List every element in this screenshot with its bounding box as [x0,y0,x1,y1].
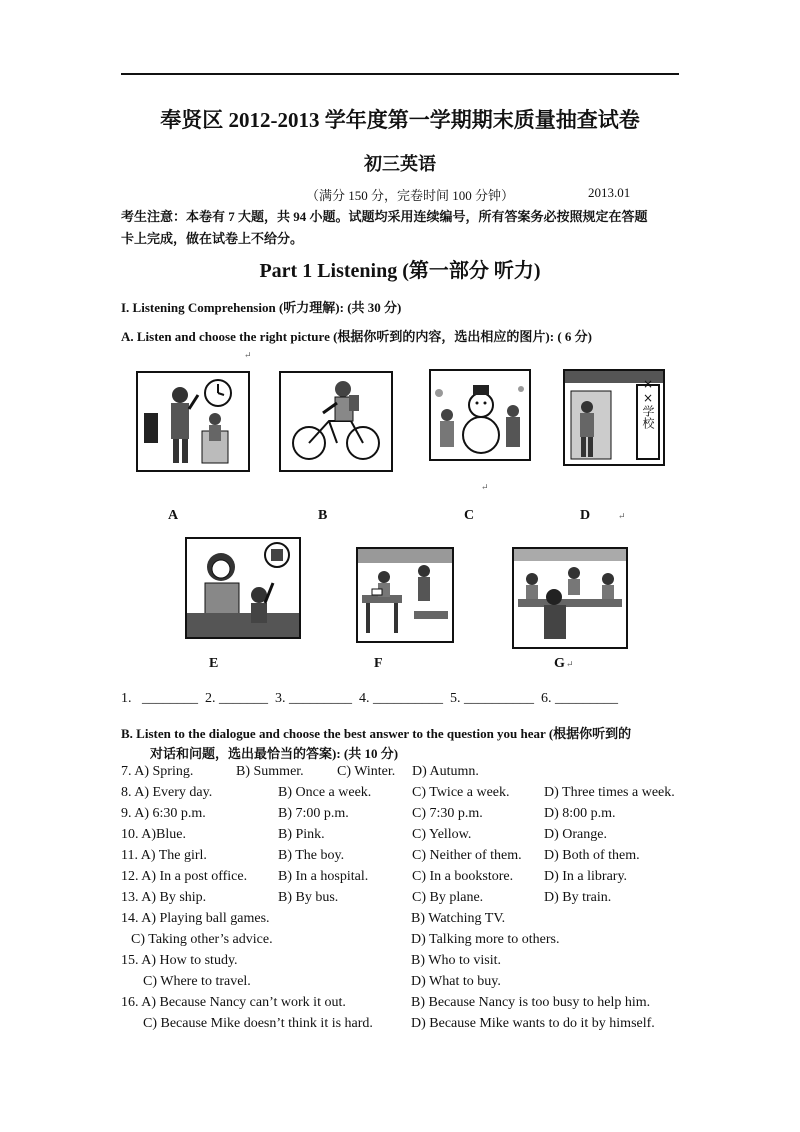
notice-line-2: 卡上完成，做在试卷上不给分。 [121,231,304,246]
q13-option-c: C) By plane. [412,890,484,905]
q13-option-d: D) By train. [544,890,612,905]
q15-option-b: B) Who to visit. [411,953,501,968]
q16-option-c: C) Because Mike doesn’t think it is hard. [143,1016,373,1031]
q10-option-c: C) Yellow. [412,827,472,842]
q9-option-a: 9. A) 6:30 p.m. [121,806,206,821]
q13-option-b: B) By bus. [278,890,339,905]
picture-d [563,369,665,466]
q13-option-a: 13. A) By ship. [121,890,207,905]
q7-option-a: 7. A) Spring. [121,764,194,779]
q15-option-d: D) What to buy. [411,974,501,989]
picture-c [429,369,531,461]
q15-option-c: C) Where to travel. [143,974,251,989]
q8-option-b: B) Once a week. [278,785,372,800]
q9-option-b: B) 7:00 p.m. [278,806,349,821]
picture-label-e: E [209,656,219,671]
q8-option-d: D) Three times a week. [544,785,675,800]
q14-option-b: B) Watching TV. [411,911,506,926]
picture-a [136,371,250,472]
notice-line-1: 考生注意：本卷有 7 大题，共 94 小题。试题均采用连续编号，所有答案务必按照规定在答题 [121,209,648,224]
q12-option-a: 12. A) In a post office. [121,869,248,884]
picture-label-f: F [374,656,383,671]
q14-option-d: D) Talking more to others. [411,932,560,947]
exam-subtitle: 初三英语 [364,154,436,174]
picture-label-g: G [554,656,565,671]
q12-option-c: C) In a bookstore. [412,869,514,884]
picture-label-a: A [168,508,179,523]
return-mark: ↵ [566,659,574,669]
q12-option-b: B) In a hospital. [278,869,369,884]
section-a-heading: A. Listen and choose the right picture (根据你听到的内容，选出相应的图片): ( 6 分) [121,329,592,344]
q10-option-a: 10. A)Blue. [121,827,186,842]
picture-f [356,547,454,643]
teacher-students-illustration [514,549,626,647]
picture-label-c: C [464,508,475,523]
exam-meta: （满分 150 分，完卷时间 100 分钟） [306,188,515,203]
q7-option-d: D) Autumn. [412,764,479,779]
section-b-heading-line-1: B. Listen to the dialogue and choose the best answer to the question you hear (根据你听到的 [121,726,632,741]
picture-g [512,547,628,649]
q8-option-c: C) Twice a week. [412,785,510,800]
q9-option-d: D) 8:00 p.m. [544,806,616,821]
picture-b [279,371,393,472]
exam-title: 奉贤区 2012-2013 学年度第一学期期末质量抽查试卷 [160,108,640,132]
q14-option-c: C) Taking other’s advice. [131,932,273,947]
bicycle-illustration [281,373,391,470]
section-1-heading: I. Listening Comprehension (听力理解): (共 30 分) [121,300,402,315]
picture-e [185,537,301,639]
picture-label-b: B [318,508,328,523]
answer-blanks: 1. ________ 2. _______ 3. _________ 4. __________ 5. __________ 6. _________ [121,691,618,706]
snowman-illustration [431,371,529,459]
q12-option-d: D) In a library. [544,869,628,884]
part1-heading: Part 1 Listening (第一部分 听力) [259,260,541,282]
q11-option-d: D) Both of them. [544,848,640,863]
q11-option-a: 11. A) The girl. [121,848,207,863]
q14-option-a: 14. A) Playing ball games. [121,911,270,926]
woman-boy-illustration [187,539,299,637]
q7-option-c: C) Winter. [337,764,396,779]
teacher-clock-illustration [138,373,248,470]
q9-option-c: C) 7:30 p.m. [412,806,483,821]
top-rule [121,73,679,75]
q16-option-b: B) Because Nancy is too busy to help him. [411,995,651,1010]
picture-label-d: D [580,508,591,523]
q11-option-b: B) The boy. [278,848,345,863]
section-b-heading-line-2: 对话和问题，选出最恰当的答案): (共 10 分) [150,746,399,761]
return-mark: ↵ [618,511,626,521]
exam-date: 2013.01 [588,185,631,200]
q7-option-b: B) Summer. [236,764,304,779]
school-gate-illustration [565,371,663,464]
return-mark: ↵ [481,482,489,492]
return-mark: ↵ [244,350,252,360]
q15-option-a: 15. A) How to study. [121,953,238,968]
school-sign-text: ××学校 [641,377,655,429]
classroom-illustration [358,549,452,641]
q16-option-a: 16. A) Because Nancy can’t work it out. [121,995,346,1010]
q11-option-c: C) Neither of them. [412,848,522,863]
q16-option-d: D) Because Mike wants to do it by himself. [411,1016,655,1031]
q10-option-d: D) Orange. [544,827,607,842]
q10-option-b: B) Pink. [278,827,325,842]
q8-option-a: 8. A) Every day. [121,785,213,800]
